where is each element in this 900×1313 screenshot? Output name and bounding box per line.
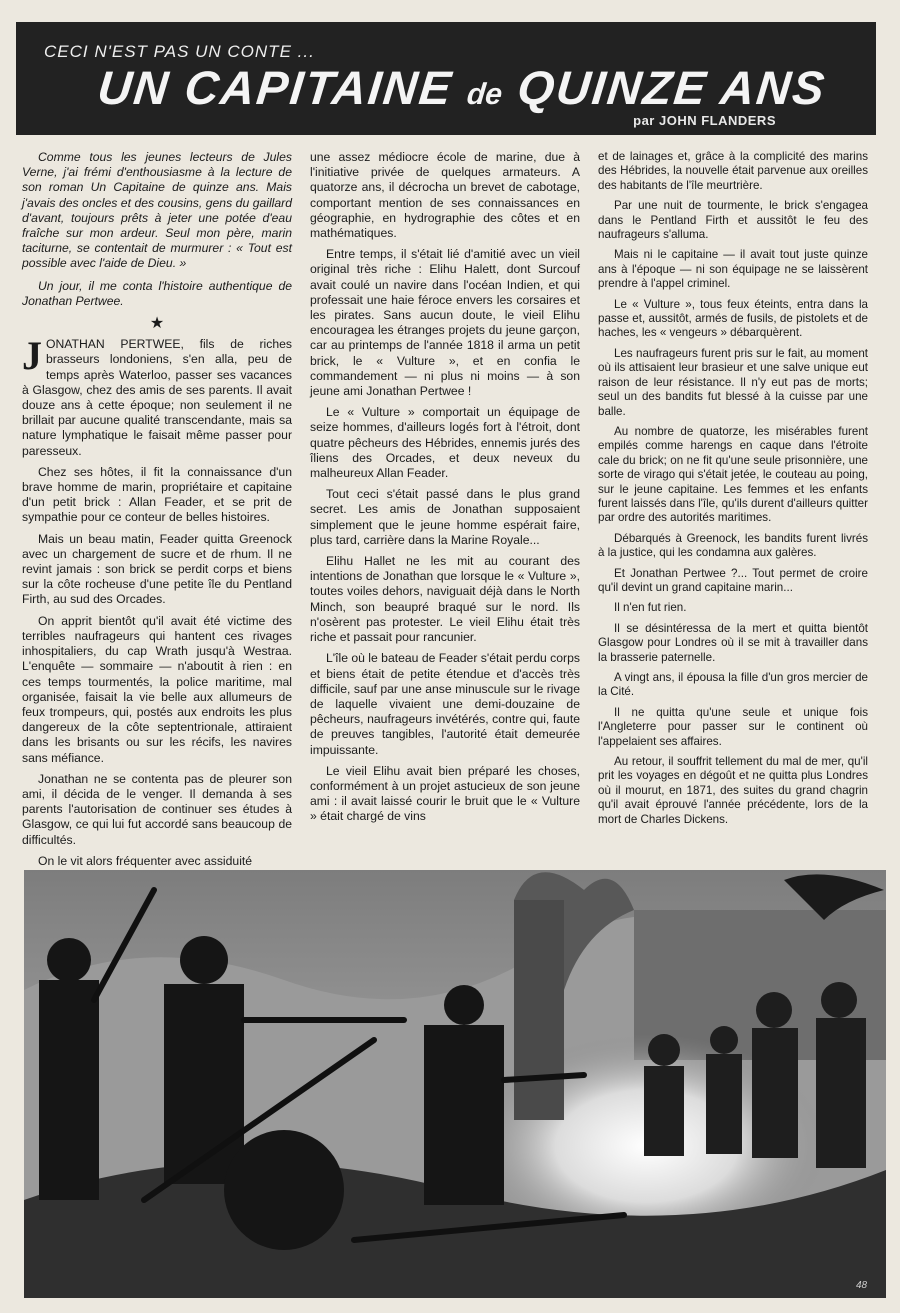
paragraph: Entre temps, il s'était lié d'amitié avec un vieil original très riche : Elihu Halett, dont Surcouf avait coulé un navire dans l'océan Indien, et qui professait une haie féroce envers les corsaires et les pirates. Sans aucun doute, le vieil Elihu encouragea les étranges projets du jeune garçon, car au printemps de l'année 1818 il arma un petit brick, le « Vulture », et en confia le commandement — ni plus ni moins — à son jeune ami Jonathan Pertwee ! <box>310 247 580 399</box>
intro-paragraph: Un jour, il me conta l'histoire authentique de Jonathan Pertwee. <box>22 278 292 308</box>
star-separator: ★ <box>149 315 165 333</box>
paragraph: Il ne quitta qu'une seule et unique fois l'Angleterre pour passer sur le continent où l'appelaient ses affaires. <box>598 705 868 748</box>
illustration-drawing <box>24 870 886 1298</box>
title-part-2: QUINZE ANS <box>515 61 829 114</box>
paragraph: Chez ses hôtes, il fit la connaissance d'un brave homme de marin, propriétaire et capitaine d'un petit brick : Allan Feader, et se prit de sympathie pour ce conteur de belles histoires. <box>22 464 292 525</box>
title-de: de <box>465 78 504 111</box>
intro-paragraph: Comme tous les jeunes lecteurs de Jules Verne, j'ai frémi d'enthousiasme à la lecture de son roman Un Capitaine de quinze ans. Mais j'avais des oncles et des cousins, gens du gaillard d'avant, toujours prêts à jeter une potée d'eau fraîche sur mon ardeur. Seul mon père, marin taciturne, se contentait de murmurer : « Tout est possible avec l'aide de Dieu. » <box>22 150 292 271</box>
paragraph: Tout ceci s'était passé dans le plus grand secret. Les amis de Jonathan supposaient simplement que le jeune homme espérait faire, plus tard, carrière dans la Marine Royale... <box>310 487 580 547</box>
paragraph: Au retour, il souffrit tellement du mal de mer, qu'il prit les voyages en dégoût et ne quitta plus Londres où il mourut, en 1871, des suites du grand chagrin qu'il avait éprouvé l'année précédente, lors de la mort de Charles Dickens. <box>598 755 868 826</box>
column-2 <box>310 150 580 831</box>
kicker-text: CECI N'EST PAS UN CONTE ... <box>44 42 315 61</box>
paragraph: Au nombre de quatorze, les misérables furent empilés comme harengs en caque dans l'étroite cale du brick; on ne fit qu'une seule prisonnière, une sorte de virago qui s'était jetée, le couteau au poing, sur le jeune capitaine. Les femmes et les enfants furent laissés dans l'île, qu'ils durent d'ailleurs quitter par ordre des autorités maritimes. <box>598 424 868 525</box>
paragraph: Le « Vulture » comportait un équipage de seize hommes, d'ailleurs logés fort à l'étroit, dont quatre pêcheurs des Hébrides, ennemis jurés des îliens des Orcades, et deux neveux du malheureux Allan Feader. <box>310 405 580 481</box>
fire-pillar <box>514 900 564 1120</box>
intro <box>22 150 292 309</box>
paragraph: Le vieil Elihu avait bien préparé les choses, conformément à un projet astucieux de son jeune ami : il avait laissé courir le bruit que le « Vulture » était chargé de vins <box>310 763 580 824</box>
paragraph: L'île où le bateau de Feader s'était perdu corps et biens était de petite étendue et d'accès très difficile, sauf par une anse minuscule sur le rivage de laquelle vivaient une demi-douzaine de pêcheurs, naufrageurs invétérés, contre qui, faute de preuves tangibles, l'autorité était demeurée impuissante. <box>310 651 580 757</box>
paragraph: Le « Vulture », tous feux éteints, entra dans la passe et, aussitôt, armés de fusils, de pistolets et de haches, les « vengeurs » débarquèrent. <box>598 297 868 340</box>
paragraph: On le vit alors fréquenter avec assiduité <box>38 853 253 868</box>
lead-text: ONATHAN PERTWEE, fils de riches brasseurs londoniens, s'en alla, peu de temps après Waterloo, passer ses vacances à Glasgow, chez des amis de ses parents. Il avait douze ans à cette époque; non seulement il ne brillait par aucune qualité transcendante, mais sa nature lymphatique le faisait même passer pour paresseux. <box>22 337 292 458</box>
title-banner <box>16 22 876 135</box>
paragraph: Et Jonathan Pertwee ?... Tout permet de croire qu'il devint un grand capitaine marin... <box>598 566 868 594</box>
paragraph: A vingt ans, il épousa la fille d'un gros mercier de la Cité. <box>598 671 868 699</box>
paragraph: Mais un beau matin, Feader quitta Greenock avec un chargement de sucre et de rhum. Il ne revint jamais : son brick se perdit corps et biens sur la côte rocheuse d'une petite île du Pentland Firth, au sud des Orcades. <box>22 531 292 607</box>
byline: par JOHN FLANDERS <box>633 113 776 128</box>
paragraph: Mais ni le capitaine — il avait tout juste quinze ans à l'époque — ni son équipage ne se laissèrent prendre à l'appel criminel. <box>598 248 868 291</box>
paragraph: Débarqués à Greenock, les bandits furent livrés à la justice, qui les condamna aux galères. <box>598 531 868 560</box>
title-part-1: UN CAPITAINE <box>95 61 456 114</box>
dropcap: J <box>22 333 42 379</box>
paragraph: une assez médiocre école de marine, due à l'initiative privée de quelques armateurs. A quatorze ans, il décrocha un brevet de cabotage, comportant mention de ses connaissances en géographie, en hydrographie des côtes et en mathématiques. <box>310 150 580 241</box>
paragraph: Elihu Hallet ne les mit au courant des intentions de Jonathan que lorsque le « Vulture », toutes voiles dehors, naviguait déjà dans le North Minch, son beaupré braqué sur le nord. Ils n'osèrent pas protester. Le vieil Elihu était très riche et passait pour rancunier. <box>310 554 580 645</box>
paragraph: Il n'en fut rien. <box>614 601 687 615</box>
paragraph: Jonathan ne se contenta pas de pleurer son ami, il décida de le venger. Il demanda à ses parents l'autorisation de continuer ses études à Glasgow, ce qui lui fut accordé sans beaucoup de difficultés. <box>22 771 292 847</box>
paragraph: Par une nuit de tourmente, le brick s'engagea dans le Pentland Firth et aussitôt le feu des naufrageurs s'alluma. <box>598 199 868 242</box>
column-1 <box>22 150 292 875</box>
lead-paragraph <box>22 333 292 459</box>
illustrator-signature: 48 <box>856 1280 868 1291</box>
article-body <box>22 150 888 870</box>
paragraph: et de lainages et, grâce à la complicité des marins des Hébrides, la nouvelle était parvenue aux oreilles des habitants de l'île meurtrière. <box>598 150 868 192</box>
paragraph: Il se désintéressa de la mert et quitta bientôt Glasgow pour Londres où il se mit à travailler dans la brasserie paternelle. <box>598 621 868 664</box>
battle-illustration <box>24 870 886 1298</box>
paragraph: On apprit bientôt qu'il avait été victime des terribles naufrageurs qui hantent ces rivages inhospitaliers, du cap Wrath jusqu'à Westraa. L'enquête — sommaire — n'aboutit à rien : en ces temps tourmentés, la police maritime, mal organisée, faisait la vie belle aux allumeurs de feux trompeurs, qui, postés aux endroits les plus dangereux de la côte septentrionale, attiraient dans les brisants ou sur les récifs, les navires sans méfiance. <box>22 613 292 765</box>
article-title <box>95 60 829 115</box>
paragraph: Les naufrageurs furent pris sur le fait, au moment où ils attisaient leur brasieur et une salve unique eut raison de leur résistance. Il n'y eut pas de morts; seul un des bandits fut blessé à la cuisse par une balle. <box>598 346 868 418</box>
column-3 <box>598 150 868 833</box>
